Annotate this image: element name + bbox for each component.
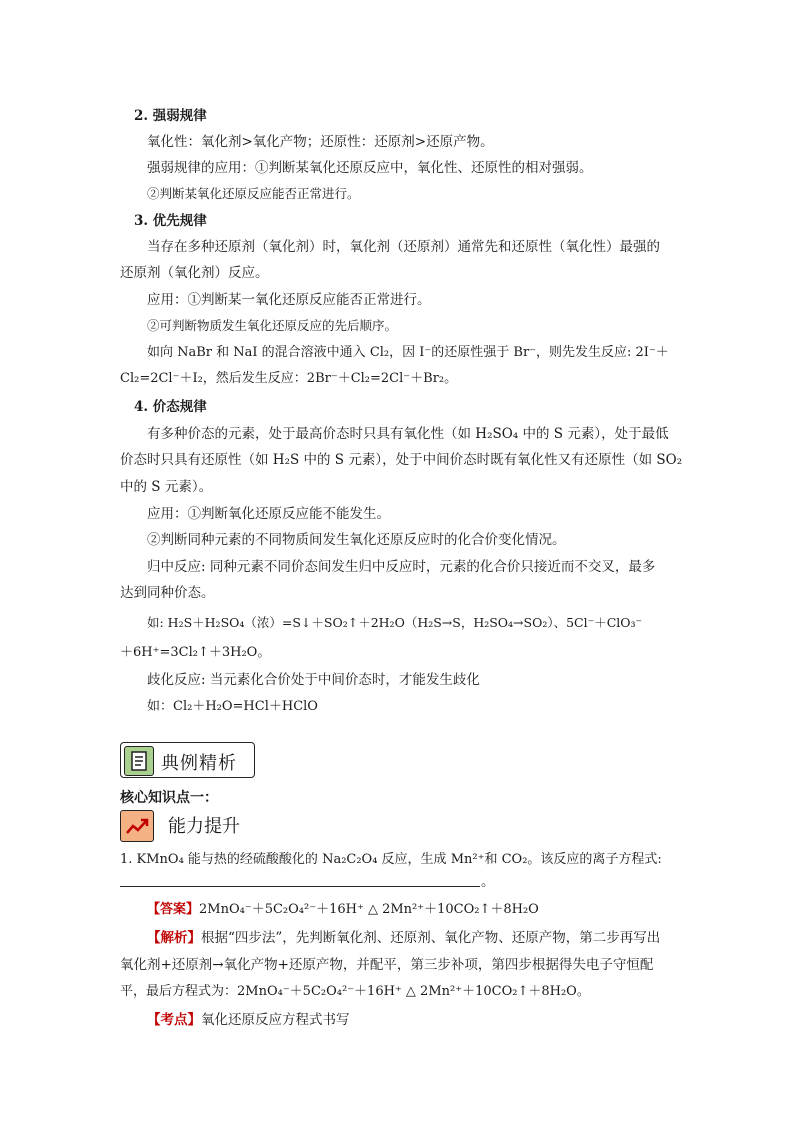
answer-line (147, 900, 539, 920)
point-text: 氧化还原反应方程式书写 (201, 1012, 350, 1028)
point-line (147, 1010, 350, 1030)
s3-p1a: 当存在多种还原剂（氧化剂）时，氧化剂（还原剂）通常先和还原性（氧化性）最强的 (147, 239, 660, 255)
s4-p1c: 中的 S 元素）。 (120, 479, 213, 495)
s3-example-a: 如向 NaBr 和 NaI 的混合溶液中通入 Cl₂，因 I⁻的还原性强于 Br⁻，则先发生反应: 2I⁻＋ (147, 345, 669, 360)
s2-p2: 强弱规律的应用：①判断某氧化还原反应中，氧化性、还原性的相对强弱。 (147, 160, 593, 176)
answer-text: 2MnO₄⁻＋5C₂O₄²⁻＋16H⁺ △ 2Mn²⁺＋10CO₂↑＋8H₂O (199, 902, 539, 917)
s3-example-b: Cl₂=2Cl⁻＋I₂，然后发生反应：2Br⁻＋Cl₂=2Cl⁻＋Br₂。 (120, 371, 458, 386)
s2-p1: 氧化性：氧化剂>氧化产物；还原性：还原剂>还原产物。 (147, 134, 494, 150)
s2-p3: ②判断某氧化还原反应能否正常进行。 (147, 186, 360, 201)
s4-p5: 歧化反应: 当元素化合价处于中间价态时，才能发生歧化 (147, 672, 480, 688)
section-4-title: 4. 价态规律 (134, 399, 207, 415)
s4-p1a: 有多种价态的元素，处于最高价态时只具有氧化性（如 H₂SO₄ 中的 S 元素），处于最低 (147, 426, 669, 442)
answer-label: 【答案】 (147, 902, 200, 917)
document-icon (124, 746, 154, 776)
analysis-line-1 (147, 928, 660, 948)
section-2-title: 2. 强弱规律 (134, 108, 207, 124)
section-box-label: 典例精析 (161, 753, 237, 774)
s4-p1b: 价态时只具有还原性（如 H₂S 中的 S 元素），处于中间价态时既有氧化性又有还原性（如 SO₂ (120, 452, 683, 468)
analysis-line-2: 氧化剂+还原剂→氧化产物+还原产物，并配平，第三步补项，第四步根据得失电子守恒配 (120, 957, 654, 973)
question-1-stem: 1. KMnO₄ 能与热的经硫酸酸化的 Na₂C₂O₄ 反应，生成 Mn²⁺和 CO₂。该反应的离子方程式: (120, 852, 662, 867)
s3-p3: ②可判断物质发生氧化还原反应的先后顺序。 (147, 318, 398, 333)
s4-p2: 应用：①判断氧化还原反应能不能发生。 (147, 506, 390, 522)
ability-heading: 能力提升 (168, 816, 240, 837)
s4-example1-a: 如: H₂S＋H₂SO₄（浓）=S↓＋SO₂↑＋2H₂O（H₂S→S，H₂SO₄→SO₂）、5Cl⁻＋ClO₃⁻ (147, 615, 643, 630)
trend-up-icon (120, 810, 154, 842)
point-label: 【考点】 (147, 1012, 201, 1028)
s4-p3: ②判断同种元素的不同物质间发生氧化还原反应时的化合价变化情况。 (147, 532, 566, 548)
s4-p4a: 归中反应: 同种元素不同价态间发生归中反应时，元素的化合价只接近而不交叉，最多 (147, 559, 656, 575)
s4-example2: 如：Cl₂＋H₂O=HCl＋HClO (147, 699, 318, 714)
question-1-end: 。 (481, 874, 495, 890)
section-3-title: 3. 优先规律 (134, 213, 207, 229)
s3-p1b: 还原剂（氧化剂）反应。 (120, 265, 269, 281)
answer-blank (120, 886, 480, 887)
s4-example1-b: ＋6H⁺=3Cl₂↑＋3H₂O。 (120, 645, 271, 660)
core-point-heading: 核心知识点一： (120, 790, 218, 806)
analysis-text-a: 根据“四步法”，先判断氧化剂、还原剂、氧化产物、还原产物，第二步再写出 (201, 930, 661, 946)
s3-p2: 应用：①判断某一氧化还原反应能否正常进行。 (147, 292, 431, 308)
analysis-line-3: 平，最后方程式为：2MnO₄⁻＋5C₂O₄²⁻＋16H⁺ △ 2Mn²⁺＋10CO₂↑＋8H₂O。 (120, 984, 590, 999)
s4-p4b: 达到同种价态。 (120, 585, 215, 601)
analysis-label: 【解析】 (147, 930, 201, 946)
section-box (120, 742, 255, 778)
